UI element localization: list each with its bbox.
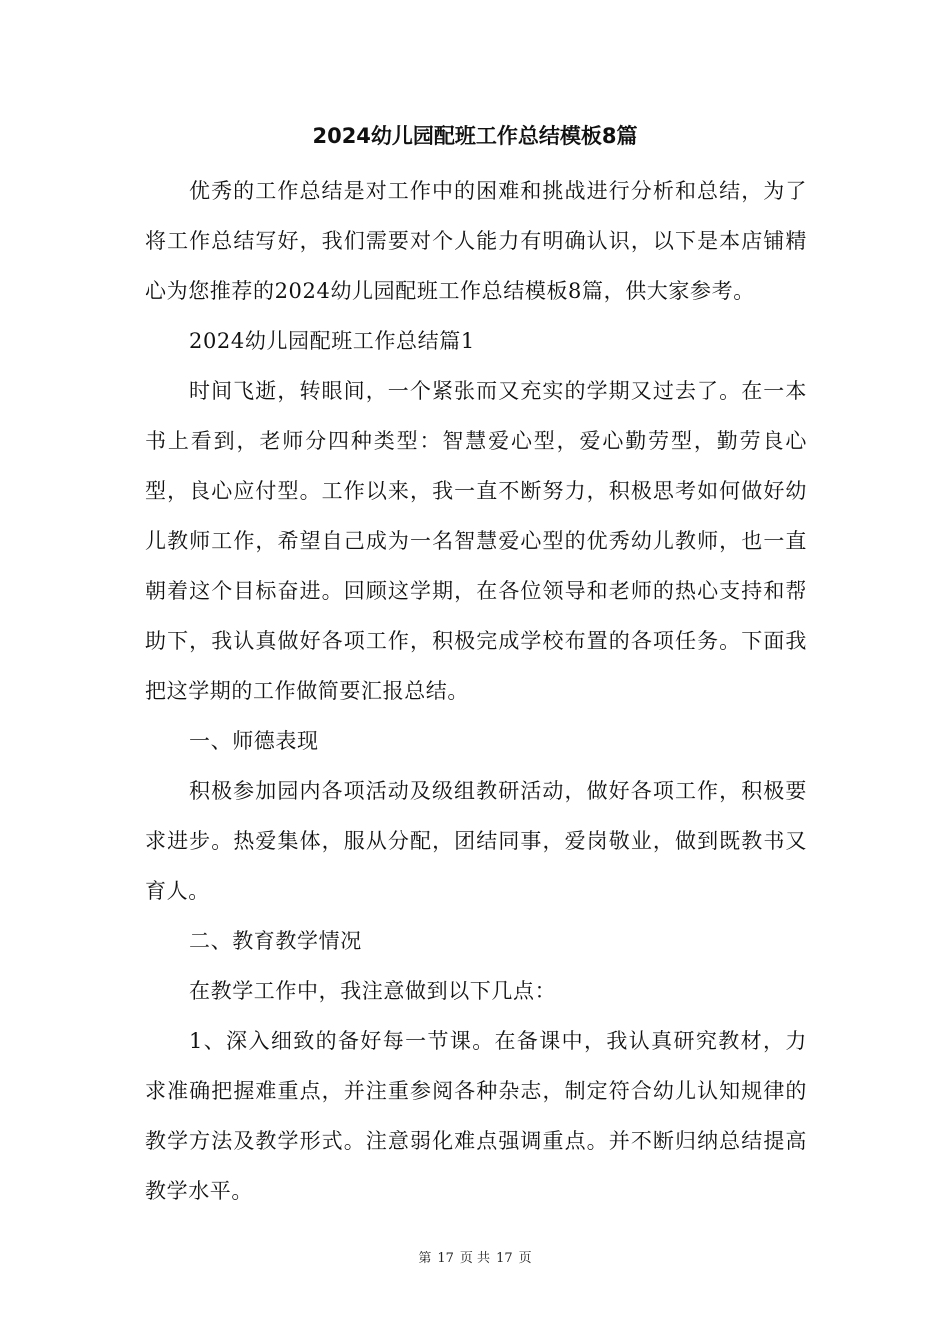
footer-total-pages: 17	[496, 1251, 513, 1266]
section-title-part1: 2024幼儿园配班工作总结篇1	[189, 329, 475, 353]
teaching-intro-line: 在教学工作中，我注意做到以下几点：	[189, 979, 557, 1003]
body-paragraph: 时间飞逝，转眼间，一个紧张而又充实的学期又过去了。在一本书上看到，老师分四种类型：智慧爱心型，爱心勤劳型，勤劳良心型，良心应付型。工作以来，我一直不断努力，积极思考如何做好幼儿教师工作，希望自己成为一名智慧爱心型的优秀幼儿教师，也一直朝着这个目标奋进。回顾这学期，在各位领导和老师的热心支持和帮助下，我认真做好各项工作，积极完成学校布置的各项任务。下面我把这学期的工作做简要汇报总结。	[145, 379, 807, 703]
intro-paragraph: 优秀的工作总结是对工作中的困难和挑战进行分析和总结，为了将工作总结写好，我们需要对个人能力有明确认识，以下是本店铺精心为您推荐的2024幼儿园配班工作总结模板8篇，供大家参考。	[145, 179, 807, 303]
document-title: 2024幼儿园配班工作总结模板8篇	[312, 124, 638, 148]
document-body	[145, 166, 807, 1216]
footer-suffix: 页	[518, 1251, 532, 1266]
footer-current-page: 17	[437, 1251, 454, 1266]
section-heading-ethics: 一、师德表现	[189, 729, 319, 753]
body-paragraph: 1、深入细致的备好每一节课。在备课中，我认真研究教材，力求准确把握难重点，并注重参阅各种杂志，制定符合幼儿认知规律的教学方法及教学形式。注意弱化难点强调重点。并不断归纳总结提高教学水平。	[145, 1029, 807, 1203]
footer-prefix: 第	[418, 1251, 432, 1266]
body-paragraph: 积极参加园内各项活动及级组教研活动，做好各项工作，积极要求进步。热爱集体，服从分配，团结同事，爱岗敬业，做到既教书又育人。	[145, 779, 807, 903]
section-heading-teaching: 二、教育教学情况	[189, 929, 362, 953]
page-footer	[0, 1250, 950, 1268]
footer-middle: 页 共	[459, 1251, 491, 1266]
